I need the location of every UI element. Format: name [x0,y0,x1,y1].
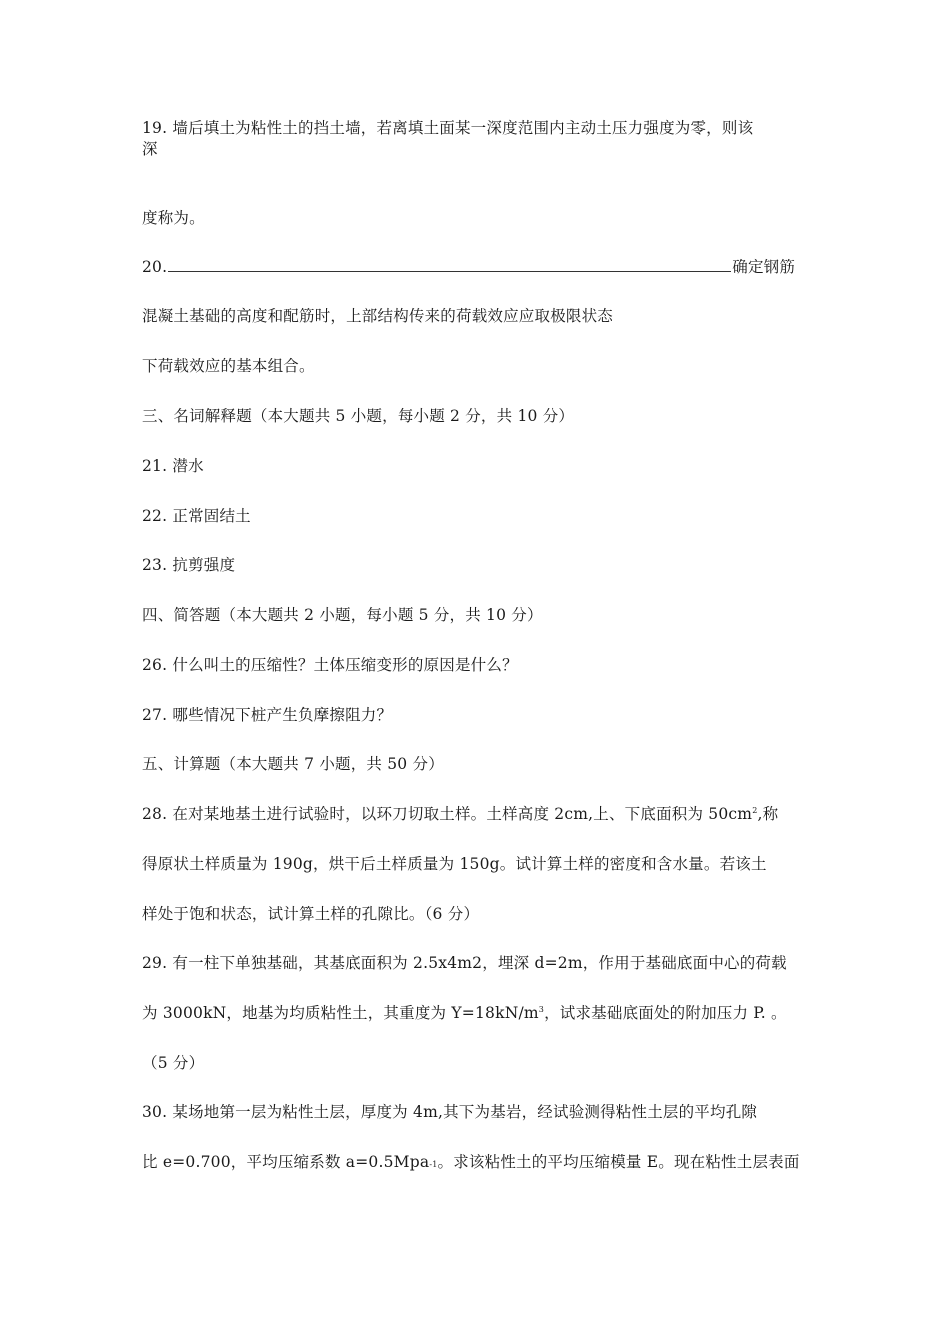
q28-superscript: 2 [752,805,758,815]
q20-line-1 [142,257,795,277]
q21: 21. 潜水 [142,457,204,475]
q29-line-2 [142,1003,787,1023]
q20-line-3: 下荷载效应的基本组合。 [142,357,315,375]
q30-line-2 [142,1152,800,1172]
q27: 27. 哪些情况下桩产生负摩擦阻力？ [142,706,393,724]
q19-line-1: 19. 墙后填土为粘性土的挡土墙，若离填土面某一深度范围内主动土压力强度为零，则该 [142,119,754,137]
q29-line-1: 29. 有一柱下单独基础，其基底面积为 2.5x4m2，埋深 d=2m，作用于基础底面中心的荷载 [142,954,787,972]
q28-line-1 [142,804,778,824]
q28-line-2: 得原状土样质量为 190g，烘干后土样质量为 150g。试计算土样的密度和含水量。若该土 [142,855,767,873]
q30-line-1: 30. 某场地第一层为粘性土层，厚度为 4m,其下为基岩，经试验测得粘性土层的平均孔隙 [142,1103,758,1121]
q29-line-2-tail: ，试求基础底面处的附加压力 P. 。 [544,1004,787,1022]
section-5-heading: 五、计算题（本大题共 7 小题，共 50 分） [142,755,444,773]
q30-line-2-tail: 。求该粘性土的平均压缩模量 E。现在粘性土层表面 [437,1153,800,1171]
q29-superscript: 3 [538,1004,545,1014]
section-4-heading: 四、简答题（本大题共 2 小题，每小题 5 分，共 10 分） [142,606,543,624]
section-3-heading: 三、名词解释题（本大题共 5 小题，每小题 2 分，共 10 分） [142,407,575,425]
q20-line-2: 混凝土基础的高度和配筋时，上部结构传来的荷载效应应取极限状态 [142,307,614,325]
q28-line-1-text: 28. 在对某地基土进行试验时，以环刀切取土样。土样高度 2cm,上、下底面积为 50cm [142,805,753,823]
q20-after-blank: 确定钢筋 [732,258,796,276]
q28-line-3: 样处于饱和状态，试计算土样的孔隙比。（6 分） [142,905,480,923]
q22: 22. 正常固结土 [142,507,251,525]
q20-number: 20. [142,258,168,276]
q28-line-1-tail: ,称 [757,805,779,823]
q23: 23. 抗剪强度 [142,556,236,574]
q30-line-2-text: 比 e=0.700，平均压缩系数 a=0.5Mpa [142,1153,430,1171]
q19-line-3: 度称为。 [142,209,205,227]
q26: 26. 什么叫土的压缩性？土体压缩变形的原因是什么？ [142,656,518,674]
q19-line-2: 深 [142,140,158,158]
q20-fill-blank [168,257,731,272]
q29-line-3: （5 分） [142,1054,205,1072]
q30-subscript: -1 [429,1160,438,1169]
q29-line-2-text: 为 3000kN，地基为均质粘性土，其重度为 Y=18kN/m [142,1004,539,1022]
